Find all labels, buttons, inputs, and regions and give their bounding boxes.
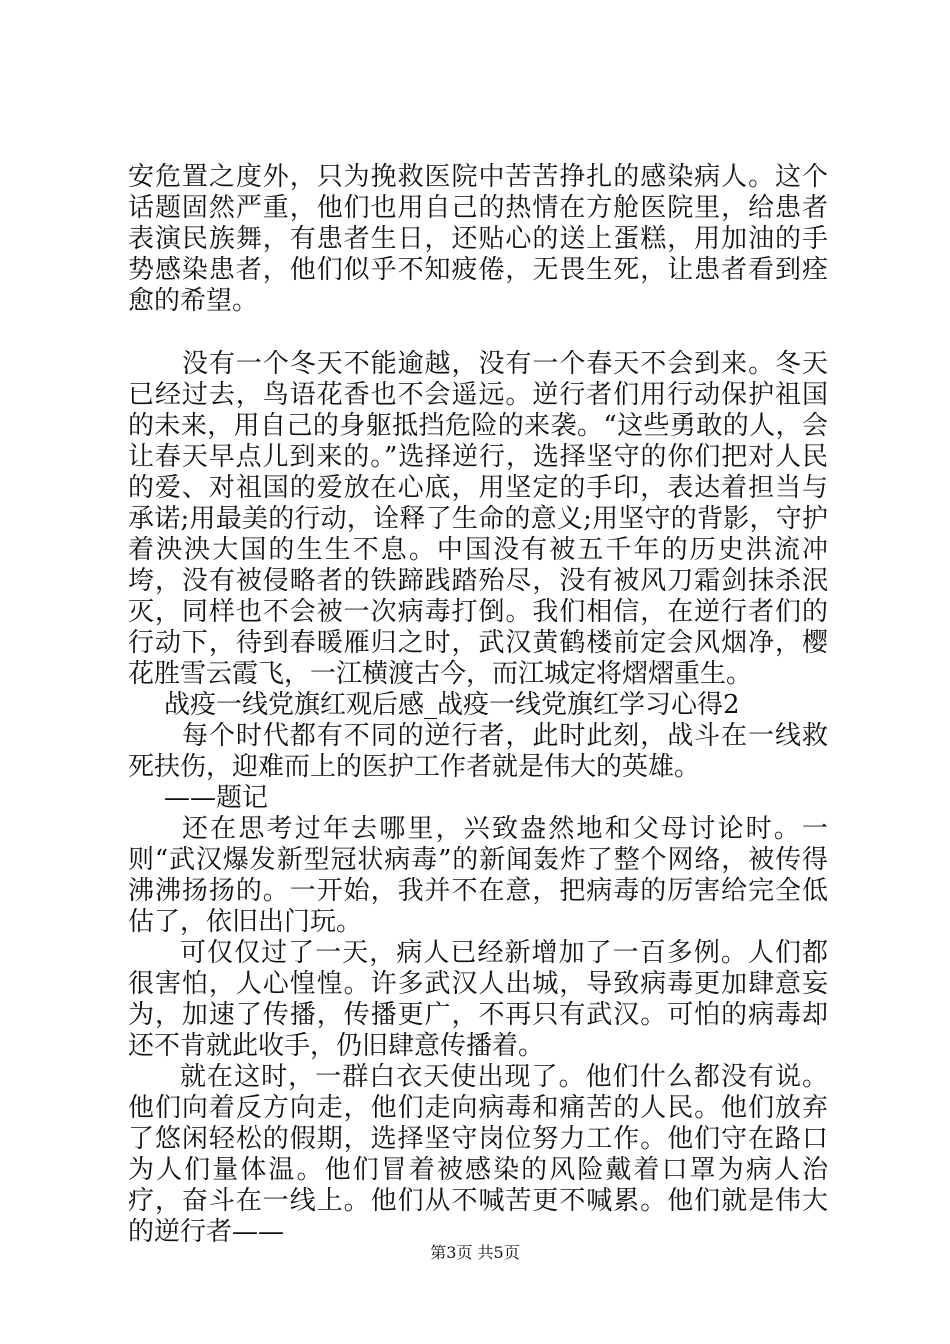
paragraph-new-year: 还在思考过年去哪里，兴致盎然地和父母讨论时。一则“武汉爆发新型冠状病毒”的新闻轰炸了整个网络，被传得沸沸扬扬的。一开始，我并不在意，把病毒的厉害给完全低估了，依旧出门玩。 [128,814,828,937]
paragraph-continuation: 安危置之度外，只为挽救医院中苦苦挣扎的感染病人。这个话题固然严重，他们也用自己的热情在方舱医院里，给患者表演民族舞，有患者生日，还贴心的送上蛋糕，用加油的手势感染患者，他们似乎不知疲倦，无畏生死，让患者看到痊愈的希望。 [128,162,828,316]
paragraph-winter-spring: 没有一个冬天不能逾越，没有一个春天不会到来。冬天已经过去，鸟语花香也不会遥远。逆行者们用行动保护祖国的未来，用自己的身躯抵挡危险的来袭。“这些勇敢的人，会让春天早点儿到来的。”选择逆行，选择坚守的你们把对人民的爱、对祖国的爱放在心底，用坚定的手印，表达着担当与承诺;用最美的行动，诠释了生命的意义;用坚守的背影，守护着泱泱大国的生生不息。中国没有被五千年的历史洪流冲垮，没有被侵略者的铁蹄践踏殆尽，没有被风刀霜剑抹杀泯灭，同样也不会被一次病毒打倒。我们相信，在逆行者们的行动下，待到春暖雁归之时，武汉黄鹤楼前定会风烟净，樱花胜雪云霞飞，一江横渡古今，而江城定将熠熠重生。 [128,349,828,689]
paragraph-epigraph: 每个时代都有不同的逆行者，此时此刻，战斗在一线救死扶伤，迎难而上的医护工作者就是伟大的英雄。 [128,721,828,782]
paragraph-white-angels: 就在这时，一群白衣天使出现了。他们什么都没有说。他们向着反方向走，他们走向病毒和痛苦的人民。他们放弃了悠闲轻松的假期，选择坚守岗位努力工作。他们守在路口为人们量体温。他们冒着被感染的风险戴着口罩为病人治疗，奋斗在一线上。他们从不喊苦更不喊累。他们就是伟大的逆行者—— [128,1062,828,1247]
epigraph-attribution: ——题记 [164,783,269,813]
page-number-footer: 第3页 共5页 [430,1243,520,1262]
section-heading: 战疫一线党旗红观后感_战疫一线党旗红学习心得2 [164,690,740,720]
paragraph-spread: 可仅仅过了一天，病人已经新增加了一百多例。人们都很害怕，人心惶惶。许多武汉人出城，导致病毒更加肆意妄为，加速了传播，传播更广，不再只有武汉。可怕的病毒却还不肯就此收手，仍旧肆意传播着。 [128,938,828,1061]
document-body [128,162,828,1248]
